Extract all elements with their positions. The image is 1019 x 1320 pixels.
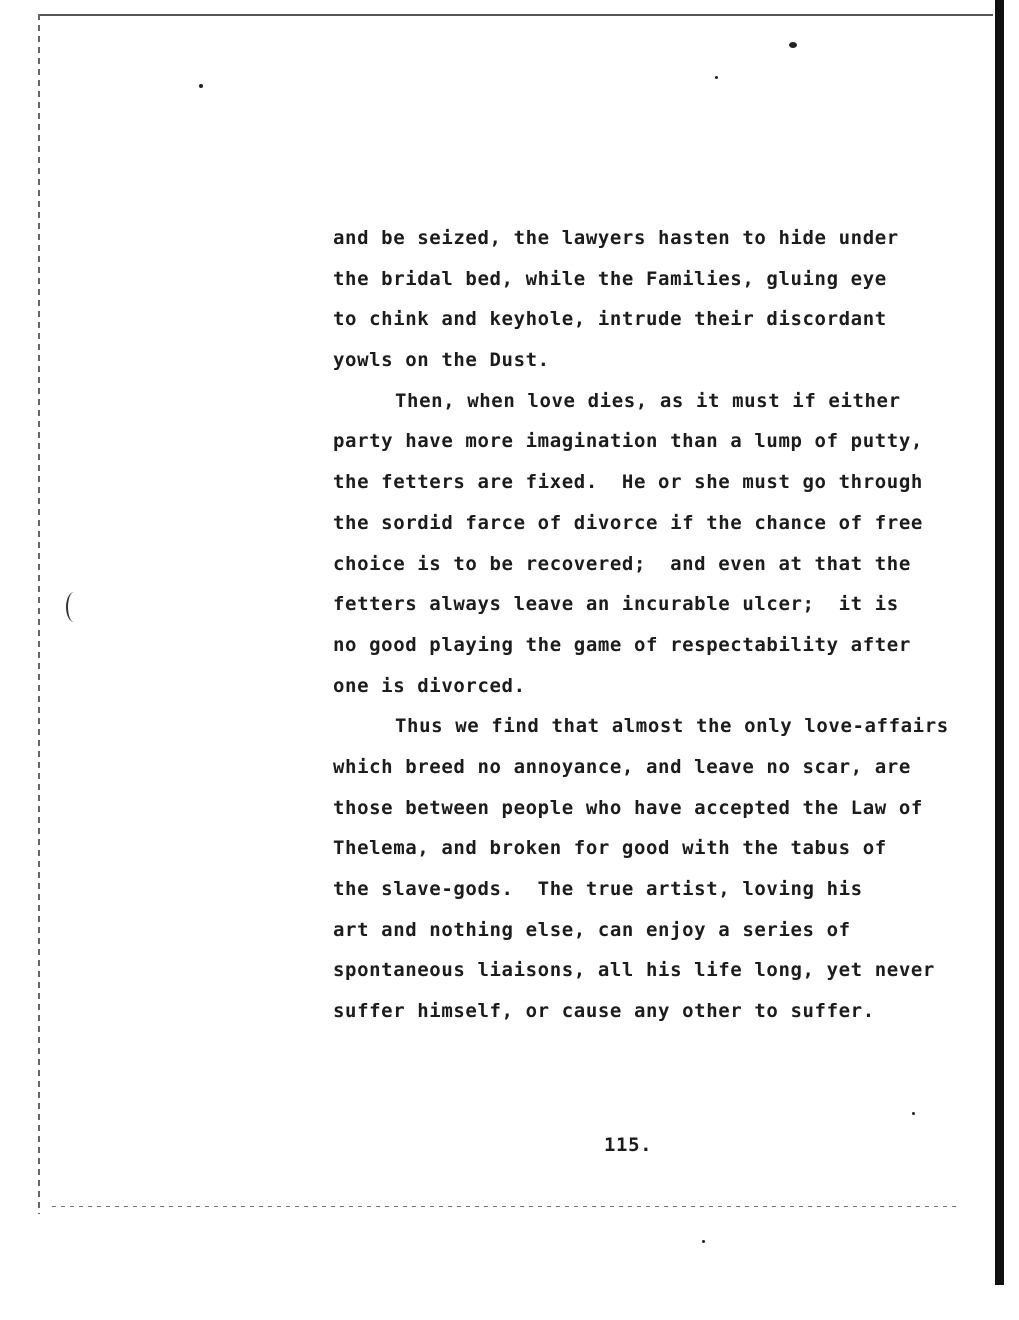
text-line: the fetters are fixed. He or she must go through — [333, 471, 923, 494]
page-number: 115. — [604, 1134, 653, 1156]
text-line: Thelema, and broken for good with the tabus of — [333, 837, 887, 860]
paragraph — [333, 218, 973, 381]
scan-speck — [199, 84, 203, 88]
text-line: party have more imagination than a lump of putty, — [333, 430, 923, 453]
text-line: fetters always leave an incurable ulcer; it is — [333, 593, 899, 616]
paragraph — [333, 381, 973, 707]
page-border-top — [38, 14, 993, 16]
text-line: and be seized, the lawyers hasten to hide under — [333, 227, 899, 249]
text-line: choice is to be recovered; and even at that the — [333, 552, 911, 575]
text-line: Then, when love dies, as it must if either — [395, 389, 901, 412]
margin-bracket-mark — [66, 592, 82, 622]
scan-speck — [715, 76, 718, 79]
body-text — [333, 218, 973, 1032]
text-line: the slave-gods. The true artist, loving his — [333, 878, 863, 900]
scan-speck — [789, 42, 797, 48]
text-line: Thus we find that almost the only love-affairs — [395, 715, 949, 738]
text-line: to chink and keyhole, intrude their discordant — [333, 308, 887, 331]
page-border-bottom — [52, 1206, 957, 1207]
text-line: suffer himself, or cause any other to suffer. — [333, 1000, 875, 1023]
text-line: the sordid farce of divorce if the chance of free — [333, 511, 923, 534]
text-line: those between people who have accepted the Law of — [333, 796, 923, 819]
text-line: spontaneous liaisons, all his life long, yet never — [333, 959, 935, 982]
text-line: yowls on the Dust. — [333, 349, 550, 372]
text-line: one is divorced. — [333, 674, 526, 697]
page-border-right — [995, 0, 1004, 1285]
paragraph — [333, 706, 973, 1032]
text-line: which breed no annoyance, and leave no scar, are — [333, 755, 911, 778]
scan-speck — [912, 1112, 915, 1115]
text-line: the bridal bed, while the Families, gluing eye — [333, 267, 887, 290]
text-line: no good playing the game of respectability after — [333, 633, 911, 656]
scan-speck — [702, 1240, 705, 1243]
page-border-left — [38, 14, 40, 1214]
text-line: art and nothing else, can enjoy a series of — [333, 918, 851, 941]
